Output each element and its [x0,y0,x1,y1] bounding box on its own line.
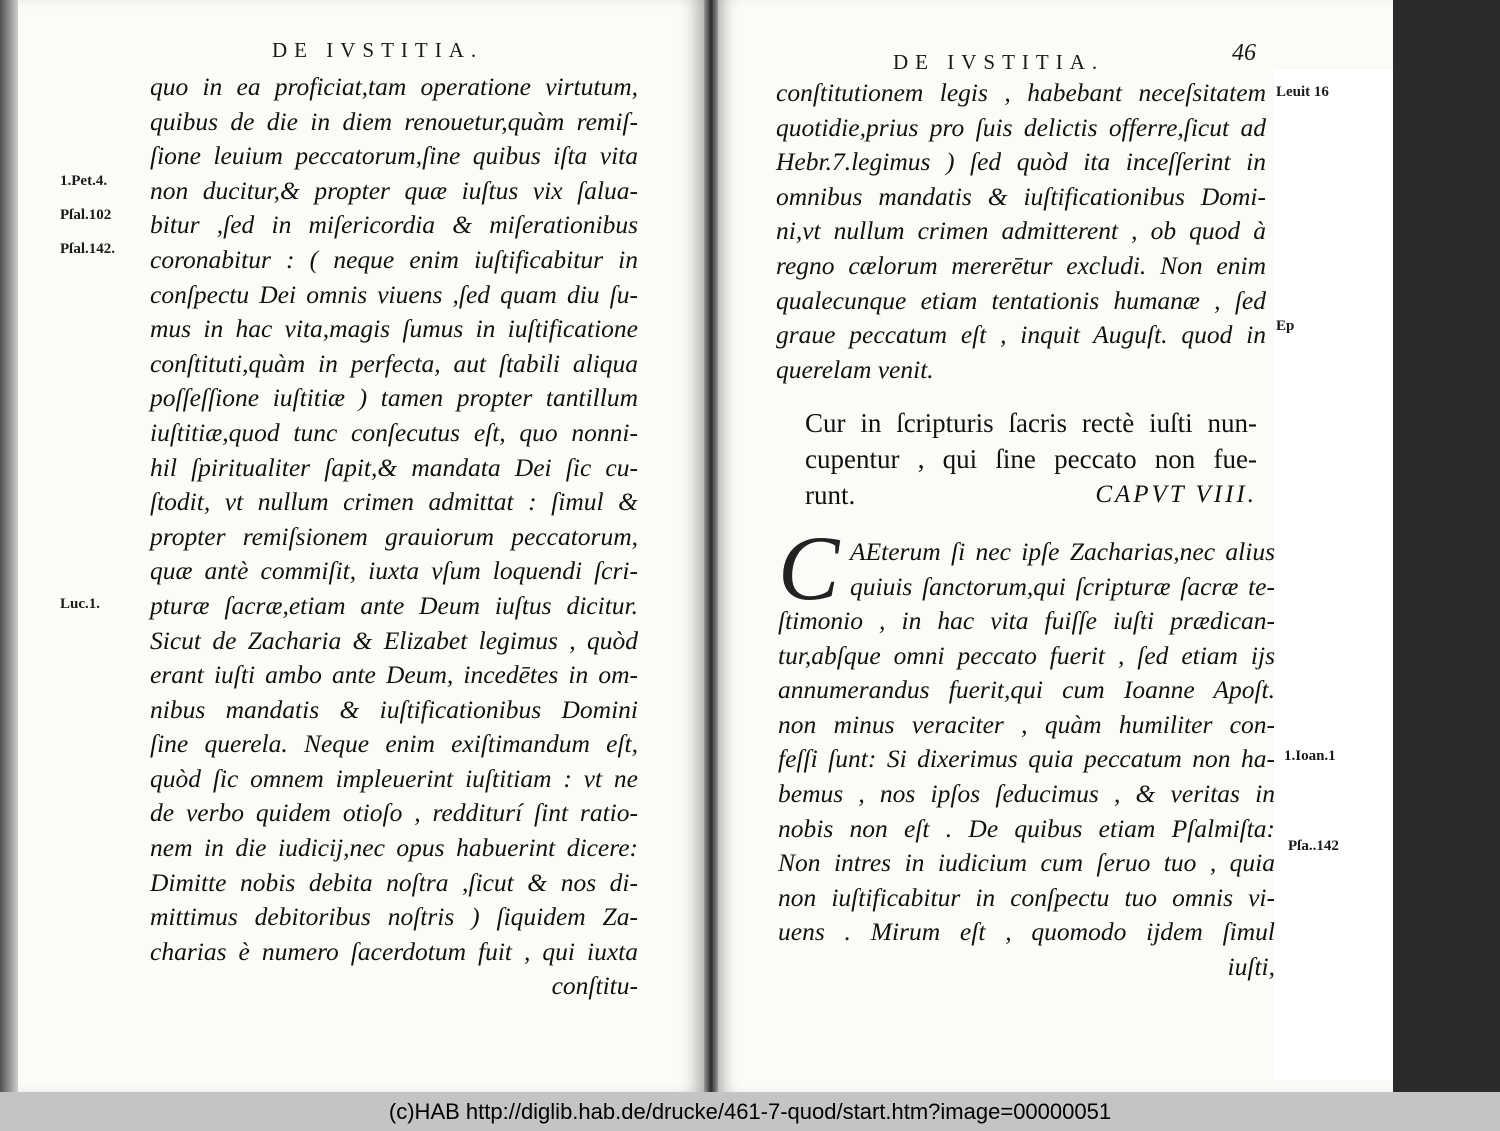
text-line: AEterum ſi nec ipſe Zacharias,nec alius [850,537,1275,566]
text-line: Non intres in iudicium cum ſeruo tuo , quia [778,848,1275,878]
text-line: ſione leuium peccatorum,ſine quibus iſta vita [150,141,638,171]
text-line: hil ſpiritualiter ſapit,& mandata Dei ſic cu- [150,452,638,482]
heading-line: Cur in ſcripturis ſacris rectè iuſti nun- [805,408,1257,438]
text-line: Dimitte nobis debita noſtra ,ſicut & nos di- [150,867,638,897]
marginal-note: Pſal.102 [60,207,112,223]
text-line: non iuſtificabitur in conſpectu tuo omnis vi- [778,882,1275,912]
left-running-head: DE IVSTITIA. [272,38,484,62]
right-running-head: DE IVSTITIA. [893,50,1105,74]
text-line: iuſtitiæ,quod tunc conſecutus eſt, quo nonni- [150,417,638,447]
text-line: Sicut de Zacharia & Elizabet legimus , quòd [150,625,638,655]
text-line: Hebr.7.legimus ) ſed quòd ita inceſſerint in [776,147,1266,177]
right-text-block-bottom [778,604,1275,985]
text-line: coronabitur : ( neque enim iuſtificabitur in [150,244,638,274]
text-line: ſtodit, vt nullum crimen admittat : ſimul & [150,487,638,517]
scan-left-edge [0,0,18,1092]
chapter-heading [805,405,1257,513]
text-line: uens . Mirum eſt , quomodo ijdem ſimul [778,917,1275,947]
text-line: erant iuſti ambo ante Deum, incedētes in om- [150,660,638,690]
text-line: pturæ ſacræ,etiam ante Deum iuſtus dicitur. [150,590,638,620]
text-line: tur,abſque omni peccato fuerit , ſed etiam ijs [778,640,1275,670]
text-line: bitur ,ſed in miſericordia & miſerationibus [150,210,638,240]
heading-line: runt. [805,480,856,510]
text-line: quiuis ſanctorum,qui ſcripturæ ſacræ te- [850,571,1275,601]
text-line: mus in hac vita,magis ſumus in iuſtificatione [150,314,638,344]
text-line: non ducitur,& propter quæ iuſtus vix ſalua- [150,175,638,205]
marginal-note: Ep [1276,318,1295,334]
footer-bar [0,1092,1500,1131]
text-line: non minus veraciter , quàm humiliter con- [778,709,1275,739]
text-line: ſtimonio , in hac vita fuiſſe iuſti prædican- [778,606,1275,635]
marginal-note: 1.Ioan.1 [1284,748,1336,764]
marginal-note: 1.Pet.4. [60,173,108,189]
text-line: annumerandus fuerit,qui cum Ioanne Apoſt. [778,675,1275,705]
text-line: omnibus mandatis & iuſtificationibus Domi- [776,181,1266,211]
text-line: quotidie,prius pro ſuis delictis offerre,ſicut ad [776,112,1266,142]
right-text-indented [850,535,1275,604]
text-line: poſſeſſione iuſtitiæ ) tamen propter tantillum [150,383,638,413]
catchword: iuſti, [1227,951,1275,981]
text-line: ni,vt nullum crimen admitterent , ob quod à [776,216,1266,246]
right-margin-strip [1275,70,1393,1080]
text-line: quæ antè commiſit, iuxta vſum loquendi ſcri- [150,556,638,586]
text-line: ſine querela. Neque enim exiſtimandum eſt, [150,729,638,759]
text-line: nem in die iudicij,nec opus habuerint dicere: [150,833,638,863]
text-line: querelam venit. [776,354,934,384]
marginal-note: Pſa..142 [1288,838,1339,854]
heading-line-last [805,477,1257,513]
text-line: quo in ea proficiat,tam operatione virtutum, [150,72,638,101]
text-line: conſtituti,quàm in perfecta, aut ſtabili aliqua [150,348,638,378]
text-line: nibus mandatis & iuſtificationibus Domini [150,694,638,724]
text-line: conſpectu Dei omnis viuens ,ſed quam diu ſu- [150,279,638,309]
heading-line: cupentur , qui ſine peccato non fue- [805,444,1257,474]
drop-capital: C [778,517,840,619]
text-line: feſſi ſunt: Si dixerimus quia peccatum non ha- [778,744,1275,774]
text-line: propter remiſsionem grauiorum peccatorum, [150,521,638,551]
text-line: nobis non eſt . De quibus etiam Pſalmiſta: [778,813,1275,843]
marginal-note: Leuit 16 [1276,84,1329,100]
marginal-note: Pſal.142. [60,241,115,257]
text-line: qualecunque etiam tentationis humanæ , ſed [776,285,1266,315]
chapter-label: CAPVT VIII. [1095,481,1257,508]
text-line: de verbo quidem otioſo , redditurí ſint ratio- [150,798,638,828]
left-text-block [150,70,638,1004]
text-line: charias è numero ſacerdotum fuit , qui iuxta [150,936,638,966]
text-line: bemus , nos ipſos ſeducimus , & veritas in [778,778,1275,808]
marginal-note: Luc.1. [60,596,101,612]
folio-number: 46 [1232,40,1256,66]
text-line: graue peccatum eſt , inquit Auguſt. quod in [776,320,1266,350]
text-line: mittimus debitoribus noſtris ) ſiquidem Za- [150,902,638,932]
text-line: quibus de die in diem renouetur,quàm remiſ- [150,106,638,136]
text-line: quòd ſic omnem impleuerint iuſtitiam : vt ne [150,763,638,793]
right-text-block-top [776,76,1266,387]
catchword: conſtitu- [551,971,638,1001]
text-line: regno cælorum mererētur excludi. Non enim [776,250,1266,280]
footer-credit: (c)HAB http://diglib.hab.de/drucke/461-7-quod/start.htm?image=00000051 [388,1098,1112,1124]
book-gutter [704,0,718,1092]
text-line: conſtitutionem legis , habebant neceſsitatem [776,78,1266,107]
scan-right-edge [1393,0,1500,1092]
